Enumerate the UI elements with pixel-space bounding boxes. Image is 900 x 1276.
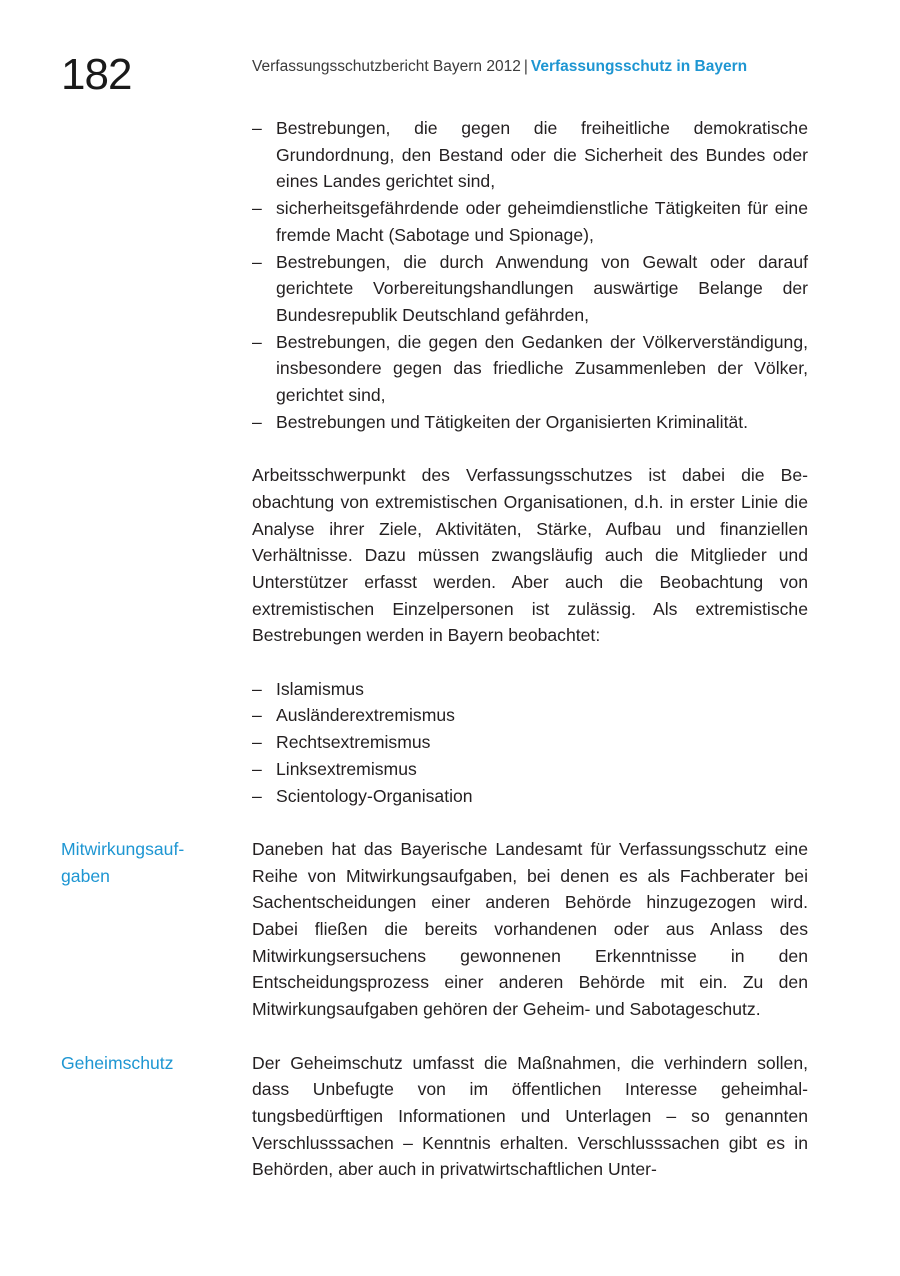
list-item: – Bestrebungen, die gegen die freiheitliche demokratische Grundordnung, den Bestand oder die Sicherheit des Bundes oder eines Landes gerichtet sind, <box>252 115 808 195</box>
main-text-column <box>252 115 808 1183</box>
list-item: – Linksextremismus <box>252 756 808 783</box>
focus-paragraph: Arbeitsschwerpunkt des Verfassungsschutzes ist dabei die Beobachtung von extremistischen Organisationen, d.h. in erster Linie die Analyse ihrer Ziele, Aktivitäten, Stärke, Aufbau und finanziellen Verhältnisse. Dazu müssen zwangsläufig auch die Mitglieder und Unterstützer erfasst werden. Aber auch die Beobachtung von extremistischen Einzelpersonen ist zulässig. Als extremistische Bestrebungen werden in Bayern beobachtet: <box>252 465 808 646</box>
mitwirkung-paragraph: Daneben hat das Bayerische Landesamt für Verfassungsschutz eine Reihe von Mitwirkungsaufgaben, bei denen es als Fachberater bei Sachentscheidungen einer anderen Behörde hinzugezogen wird. Dabei fließen die bereits vorhandenen oder aus Anlass des Mitwirkungsersuchens gewonnenen Erkenntnisse in den Entscheidungsprozess einer anderen Behörde mit ein. Zu den Mitwirkungsaufgaben gehören der Geheim- und Sabotageschutz. <box>252 838 808 1020</box>
list-item: – Bestrebungen, die gegen den Gedanken der Völkerverständigung, insbesondere gegen das friedliche Zusammenleben der Völker, gerichtet sind, <box>252 329 808 409</box>
list-item: – Bestrebungen, die durch Anwendung von Gewalt oder darauf gerichtete Vorbereitungshandlungen auswärtige Belange der Bundesrepublik Deutschland gefährden, <box>252 249 808 329</box>
header-separator: | <box>523 58 528 75</box>
list-item: – Ausländerextremismus <box>252 702 808 729</box>
extremism-list <box>252 676 808 810</box>
observation-targets-list <box>252 115 808 435</box>
list-item: – Rechtsextremismus <box>252 729 808 756</box>
list-item: – Scientology-Organisation <box>252 783 808 810</box>
running-header <box>252 56 747 78</box>
list-item: – sicherheitsgefährdende oder geheimdienstliche Tätigkeiten für eine fremde Macht (Sabotage und Spionage), <box>252 195 808 248</box>
section-title: Verfassungsschutz in Bayern <box>530 58 748 75</box>
margin-label-geheimschutz: Geheimschutz <box>61 1052 174 1073</box>
margin-label-mitwirkung: Mitwirkungsaufgaben <box>61 838 185 886</box>
list-item: – Islamismus <box>252 676 808 703</box>
list-item: – Bestrebungen und Tätigkeiten der Organisierten Kriminalität. <box>252 409 808 436</box>
page-number: 182 <box>61 50 132 99</box>
publication-title: Verfassungsschutzbericht Bayern 2012 <box>252 58 521 75</box>
geheimschutz-paragraph: Der Geheimschutz umfasst die Maßnahmen, die verhindern sollen, dass Unbefugte von im öffentlichen Interesse geheimhaltungsbedürftigen Informationen und Unterlagen – so genannten Verschlusssachen – Kenntnis erhalten. Verschlusssachen gibt es in Behörden, aber auch in privatwirtschaftlichen Unter- <box>252 1052 808 1180</box>
